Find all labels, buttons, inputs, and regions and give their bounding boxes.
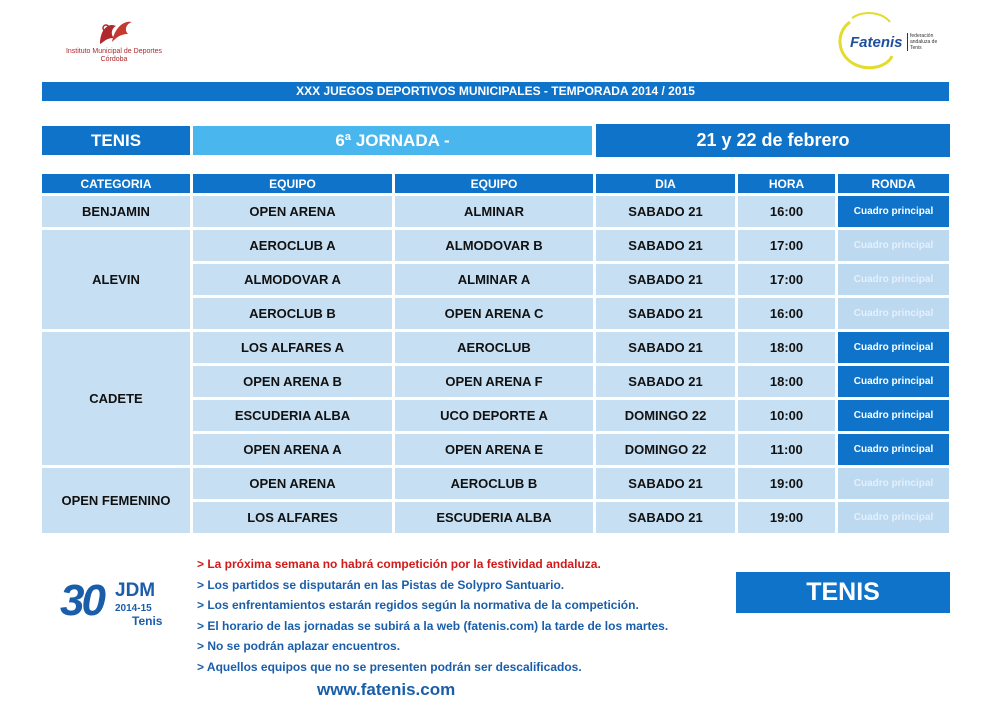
cell-hora: 18:00 xyxy=(738,332,835,363)
cell-equipo2: ALMODOVAR B xyxy=(395,230,593,261)
jornada-header: 6ª JORNADA - xyxy=(193,126,592,155)
fatenis-sub3: Tenis xyxy=(910,45,922,51)
cell-hora: 10:00 xyxy=(738,400,835,431)
cell-dia: SABADO 21 xyxy=(596,196,735,227)
cell-hora: 16:00 xyxy=(738,196,835,227)
cell-dia: SABADO 21 xyxy=(596,332,735,363)
cell-equipo1: ALMODOVAR A xyxy=(193,264,392,295)
cell-hora: 17:00 xyxy=(738,264,835,295)
imd-logo xyxy=(44,16,184,72)
sport-header: TENIS xyxy=(42,126,190,155)
cell-dia: SABADO 21 xyxy=(596,468,735,499)
cell-equipo1: ESCUDERIA ALBA xyxy=(193,400,392,431)
cell-dia: SABADO 21 xyxy=(596,264,735,295)
imd-logo-line2: Córdoba xyxy=(100,56,128,63)
note-item: > Los enfrentamientos estarán regidos según la normativa de la competición. xyxy=(197,598,639,612)
cell-equipo1: OPEN ARENA A xyxy=(193,434,392,465)
cell-equipo1: OPEN ARENA B xyxy=(193,366,392,397)
col-header-dia: DIA xyxy=(596,174,735,193)
cell-ronda: Cuadro principal xyxy=(838,298,949,329)
imd-logo-line1: Instituto Municipal de Deportes xyxy=(65,48,163,55)
notes-list xyxy=(197,554,717,677)
cell-ronda: Cuadro principal xyxy=(838,434,949,465)
cell-dia: DOMINGO 22 xyxy=(596,400,735,431)
cell-hora: 16:00 xyxy=(738,298,835,329)
jdm-title: JDM xyxy=(115,580,156,601)
cell-hora: 17:00 xyxy=(738,230,835,261)
category-benjamin: BENJAMIN xyxy=(42,196,190,227)
jdm-number: 30 xyxy=(60,576,103,625)
date-header: 21 y 22 de febrero xyxy=(596,124,950,157)
fatenis-name: Fatenis xyxy=(850,34,903,51)
cell-equipo2: AEROCLUB xyxy=(395,332,593,363)
website-link[interactable]: www.fatenis.com xyxy=(317,680,456,699)
category-alevin: ALEVIN xyxy=(42,230,190,329)
cell-ronda: Cuadro principal xyxy=(838,230,949,261)
cell-dia: DOMINGO 22 xyxy=(596,434,735,465)
cell-equipo2: ESCUDERIA ALBA xyxy=(395,502,593,533)
cell-equipo1: LOS ALFARES xyxy=(193,502,392,533)
fatenis-subtitle xyxy=(907,33,937,51)
cell-equipo1: OPEN ARENA xyxy=(193,468,392,499)
col-header-hora: HORA xyxy=(738,174,835,193)
cell-equipo2: UCO DEPORTE A xyxy=(395,400,593,431)
fatenis-sub2: andaluza de xyxy=(910,39,938,45)
note-item: > Aquellos equipos que no se presenten podrán ser descalificados. xyxy=(197,659,582,674)
cell-equipo1: OPEN ARENA xyxy=(193,196,392,227)
cell-hora: 19:00 xyxy=(738,468,835,499)
cell-dia: SABADO 21 xyxy=(596,502,735,533)
note-item: > No se podrán aplazar encuentros. xyxy=(197,639,401,653)
note-item: > La próxima semana no habrá competición por la festividad andaluza. xyxy=(197,557,601,571)
fatenis-sub1: federación xyxy=(910,33,934,39)
cell-equipo2: ALMINAR xyxy=(395,196,593,227)
cell-hora: 18:00 xyxy=(738,366,835,397)
cell-equipo1: AEROCLUB A xyxy=(193,230,392,261)
cell-hora: 19:00 xyxy=(738,502,835,533)
category-cadete: CADETE xyxy=(42,332,190,465)
cell-ronda: Cuadro principal xyxy=(838,264,949,295)
cell-hora: 11:00 xyxy=(738,434,835,465)
col-header-ronda: RONDA xyxy=(838,174,949,193)
jdm-logo xyxy=(60,576,180,632)
cell-ronda: Cuadro principal xyxy=(838,400,949,431)
cell-ronda: Cuadro principal xyxy=(838,366,949,397)
cell-equipo2: ALMINAR A xyxy=(395,264,593,295)
jdm-season: 2014-15 xyxy=(115,603,152,614)
cell-dia: SABADO 21 xyxy=(596,298,735,329)
note-item: > El horario de las jornadas se subirá a la web (fatenis.com) la tarde de los martes. xyxy=(197,618,669,633)
note-item: > Los partidos se disputarán en las Pistas de Solypro Santuario. xyxy=(197,577,565,592)
col-header-equipo1: EQUIPO xyxy=(193,174,392,193)
cell-equipo2: AEROCLUB B xyxy=(395,468,593,499)
cell-ronda: Cuadro principal xyxy=(838,332,949,363)
competition-banner: XXX JUEGOS DEPORTIVOS MUNICIPALES - TEMPORADA 2014 / 2015 xyxy=(42,82,949,101)
cell-equipo1: LOS ALFARES A xyxy=(193,332,392,363)
cell-ronda: Cuadro principal xyxy=(838,502,949,533)
cell-equipo2: OPEN ARENA F xyxy=(395,366,593,397)
cell-ronda: Cuadro principal xyxy=(838,196,949,227)
imd-emblem-icon xyxy=(94,16,134,48)
cell-equipo2: OPEN ARENA C xyxy=(395,298,593,329)
cell-dia: SABADO 21 xyxy=(596,230,735,261)
cell-equipo1: AEROCLUB B xyxy=(193,298,392,329)
fatenis-logo xyxy=(830,8,940,74)
cell-ronda: Cuadro principal xyxy=(838,468,949,499)
col-header-categoria: CATEGORIA xyxy=(42,174,190,193)
cell-equipo2: OPEN ARENA E xyxy=(395,434,593,465)
col-header-equipo2: EQUIPO xyxy=(395,174,593,193)
cell-dia: SABADO 21 xyxy=(596,366,735,397)
tenis-box: TENIS xyxy=(736,572,950,613)
category-open-femenino: OPEN FEMENINO xyxy=(42,468,190,533)
jdm-sport: Tenis xyxy=(132,614,163,628)
